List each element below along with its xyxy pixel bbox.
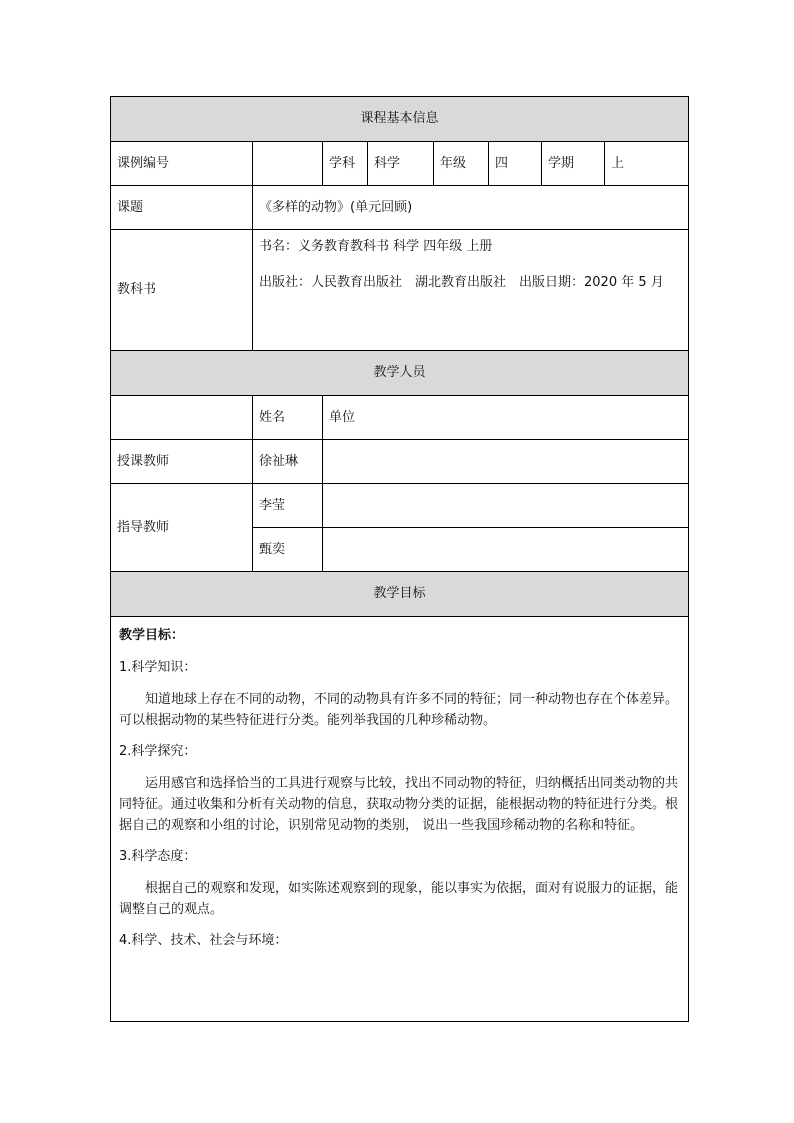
table-row-mentor-1	[111, 484, 689, 528]
textbook-publisher-line: 出版社：人民教育出版社 湖北教育出版社 出版日期：2020 年 5 月	[259, 275, 664, 290]
grade-value: 四	[489, 142, 542, 186]
term-value: 上	[605, 142, 689, 186]
course-table	[110, 96, 689, 1022]
table-row-goals	[111, 617, 689, 1022]
table-row-staff-header	[111, 396, 689, 440]
goal-section-title: 4.科学、技术、社会与环境：	[119, 933, 288, 948]
teacher-name: 徐祉琳	[253, 440, 323, 484]
mentor-name-1: 李莹	[253, 484, 323, 528]
staff-header-blank	[111, 396, 253, 440]
goal-section-text: 运用感官和选择恰当的工具进行观察与比较，找出不同动物的特征，归纳概括出同类动物的共同特征。通过收集和分析有关动物的信息，获取动物分类的证据，能根据动物的特征进行分类。根据自己的观察和小组的讨论，识别常见动物的类别， 说出一些我国珍稀动物的名称和特征。	[119, 776, 679, 833]
textbook-details	[253, 230, 689, 351]
topic-label: 课题	[111, 186, 253, 230]
grade-label: 年级	[434, 142, 489, 186]
mentor-unit-2	[323, 528, 689, 572]
table-row-teacher	[111, 440, 689, 484]
goal-section-text: 根据自己的观察和发现，如实陈述观察到的现象，能以事实为依据，面对有说服力的证据，能调整自己的观点。	[119, 881, 679, 917]
lesson-code-value	[253, 142, 323, 186]
section-header-goals: 教学目标	[111, 572, 689, 617]
goal-section-title: 3.科学态度：	[119, 849, 197, 864]
topic-value: 《多样的动物》(单元回顾)	[253, 186, 689, 230]
subject-label: 学科	[323, 142, 368, 186]
section-header-staff: 教学人员	[111, 351, 689, 396]
staff-name-header: 姓名	[253, 396, 323, 440]
section-header-basic-info: 课程基本信息	[111, 97, 689, 142]
mentor-label: 指导教师	[111, 484, 253, 572]
mentor-name-2: 甄奕	[253, 528, 323, 572]
table-row-lesson-code	[111, 142, 689, 186]
goals-content	[111, 617, 689, 1022]
goals-heading: 教学目标：	[119, 628, 185, 643]
teacher-label: 授课教师	[111, 440, 253, 484]
goal-section-title: 1.科学知识：	[119, 660, 197, 675]
goal-section-title: 2.科学探究：	[119, 744, 197, 759]
table-row-topic	[111, 186, 689, 230]
mentor-unit-1	[323, 484, 689, 528]
term-label: 学期	[542, 142, 605, 186]
course-info-form	[110, 96, 688, 1022]
textbook-label: 教科书	[111, 230, 253, 351]
textbook-title-line: 书名：义务教育教科书 科学 四年级 上册	[259, 239, 493, 254]
table-row-textbook	[111, 230, 689, 351]
staff-unit-header: 单位	[323, 396, 689, 440]
teacher-unit	[323, 440, 689, 484]
subject-value: 科学	[368, 142, 434, 186]
lesson-code-label: 课例编号	[111, 142, 253, 186]
goal-section-text: 知道地球上存在不同的动物，不同的动物具有许多不同的特征；同一种动物也存在个体差异。可以根据动物的某些特征进行分类。能列举我国的几种珍稀动物。	[119, 692, 679, 728]
